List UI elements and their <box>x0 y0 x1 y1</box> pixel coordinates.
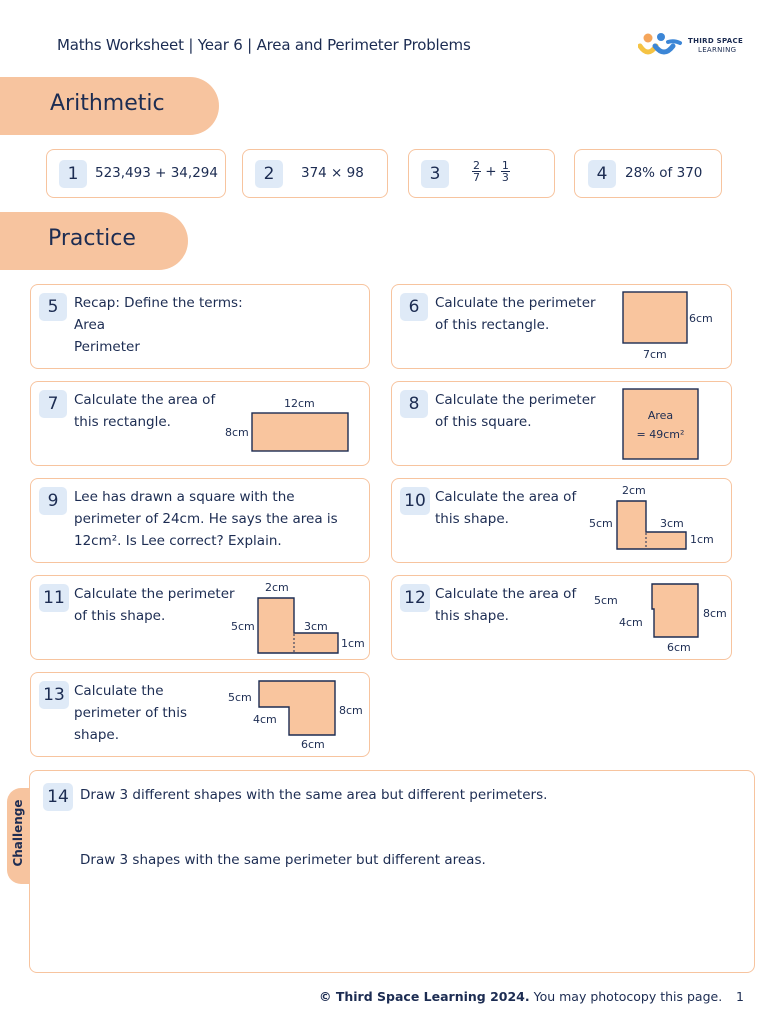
question-number: 14 <box>43 783 73 811</box>
area-value: = 49cm² <box>636 428 685 441</box>
question-number: 10 <box>400 487 430 515</box>
arithmetic-section-banner <box>0 77 219 135</box>
text-line: shape. <box>74 727 120 743</box>
question-number: 13 <box>39 681 69 709</box>
question-text-line-2: Draw 3 shapes with the same perimeter but different areas. <box>80 852 486 868</box>
depth-label: 1cm <box>690 533 714 546</box>
denominator: 3 <box>501 171 509 184</box>
question-11-card <box>30 575 370 660</box>
question-text: 374 × 98 <box>301 165 364 181</box>
length-label: 3cm <box>304 620 328 633</box>
text-line: Calculate the <box>74 683 164 699</box>
logo-text-line-2: LEARNING <box>698 46 737 54</box>
question-text <box>435 292 596 336</box>
text-line: this shape. <box>435 511 509 527</box>
text-line: Calculate the perimeter <box>435 295 596 311</box>
text-line: Lee has drawn a square with the <box>74 489 295 505</box>
question-text <box>435 486 576 530</box>
text-line: Recap: Define the terms: <box>74 295 243 311</box>
arithmetic-heading: Arithmetic <box>50 91 165 116</box>
question-number: 3 <box>421 160 449 188</box>
rectangle-diagram <box>251 412 351 454</box>
top-left-label: 5cm <box>228 691 252 704</box>
text-line: this shape. <box>435 608 509 624</box>
question-text: 28% of 370 <box>625 165 703 181</box>
arithmetic-question-3 <box>408 149 555 198</box>
bottom-label: 6cm <box>301 738 325 751</box>
operator: + <box>485 163 497 180</box>
text-line: Calculate the area of <box>435 489 577 505</box>
question-14-card <box>29 770 755 973</box>
length-label: 3cm <box>660 517 684 530</box>
copyright-text: © Third Space Learning 2024. <box>319 989 530 1004</box>
logo-text-line-1: THIRD SPACE <box>688 37 744 45</box>
fraction-1 <box>472 160 481 183</box>
question-number: 12 <box>400 584 430 612</box>
text-line: perimeter of 24cm. He says the area is <box>74 511 338 527</box>
practice-heading: Practice <box>48 226 136 251</box>
question-text <box>435 583 576 627</box>
question-12-card <box>391 575 732 660</box>
text-line: this rectangle. <box>74 414 171 430</box>
question-10-card <box>391 478 732 563</box>
question-text <box>74 583 235 627</box>
text-line: Perimeter <box>74 339 140 355</box>
practice-section-banner <box>0 212 188 270</box>
question-text <box>74 389 215 433</box>
question-13-card <box>30 672 370 757</box>
text-line: Calculate the area of <box>435 586 577 602</box>
question-text: 523,493 + 34,294 <box>95 165 218 181</box>
text-line: Calculate the area of <box>74 392 216 408</box>
question-text-line-1: Draw 3 different shapes with the same area but different perimeters. <box>80 787 548 803</box>
question-number: 9 <box>39 487 67 515</box>
question-number: 6 <box>400 293 428 321</box>
question-8-card <box>391 381 732 466</box>
numerator: 1 <box>501 159 509 172</box>
text-line: of this rectangle. <box>435 317 550 333</box>
challenge-label: Challenge <box>11 799 25 867</box>
question-text <box>74 292 243 358</box>
question-6-card <box>391 284 732 369</box>
height-label: 5cm <box>231 620 255 633</box>
footer-copyright <box>319 989 722 1004</box>
text-line: 12cm². Is Lee correct? Explain. <box>74 533 282 549</box>
depth-label: 1cm <box>341 637 365 650</box>
question-text <box>435 389 596 433</box>
numerator: 2 <box>473 159 480 172</box>
l-shape-diagram <box>258 680 338 738</box>
text-line: of this shape. <box>74 608 166 624</box>
question-9-card <box>30 478 370 563</box>
top-label: 12cm <box>284 397 315 410</box>
inner-label: 4cm <box>619 616 643 629</box>
logo-text <box>688 37 743 55</box>
question-5-card <box>30 284 370 369</box>
text-line: Area <box>74 317 106 333</box>
page-title: Maths Worksheet | Year 6 | Area and Perimeter Problems <box>57 36 471 54</box>
question-7-card <box>30 381 370 466</box>
bottom-label: 7cm <box>643 348 667 361</box>
fraction-expression <box>472 160 510 183</box>
question-number: 7 <box>39 390 67 418</box>
question-number: 5 <box>39 293 67 321</box>
photocopy-note: You may photocopy this page. <box>529 989 723 1004</box>
l-shape-diagram <box>257 597 341 657</box>
square-diagram <box>622 388 702 462</box>
height-label: 5cm <box>589 517 613 530</box>
bottom-label: 6cm <box>667 641 691 654</box>
question-number: 2 <box>255 160 283 188</box>
question-number: 11 <box>39 584 69 612</box>
arithmetic-question-4 <box>574 149 722 198</box>
text-line: perimeter of this <box>74 705 188 721</box>
fraction-2 <box>501 160 510 183</box>
rectangle-diagram <box>622 291 692 347</box>
side-label: 6cm <box>689 312 713 325</box>
question-number: 4 <box>588 160 616 188</box>
denominator: 7 <box>473 171 480 184</box>
question-text <box>74 486 338 552</box>
width-label: 2cm <box>622 484 646 497</box>
right-label: 8cm <box>339 704 363 717</box>
inner-label: 4cm <box>253 713 277 726</box>
arithmetic-question-2 <box>242 149 388 198</box>
page-number: 1 <box>736 989 744 1004</box>
arithmetic-question-1 <box>46 149 226 198</box>
top-left-label: 5cm <box>594 594 618 607</box>
area-label: Area <box>647 409 674 422</box>
text-line: of this square. <box>435 414 532 430</box>
challenge-tab <box>7 788 29 884</box>
text-line: Calculate the perimeter <box>74 586 235 602</box>
width-label: 2cm <box>265 581 289 594</box>
question-number: 8 <box>400 390 428 418</box>
question-number: 1 <box>59 160 87 188</box>
l-shape-diagram <box>651 583 701 639</box>
question-text <box>74 680 187 746</box>
text-line: Calculate the perimeter <box>435 392 596 408</box>
side-label: 8cm <box>225 426 249 439</box>
right-label: 8cm <box>703 607 727 620</box>
